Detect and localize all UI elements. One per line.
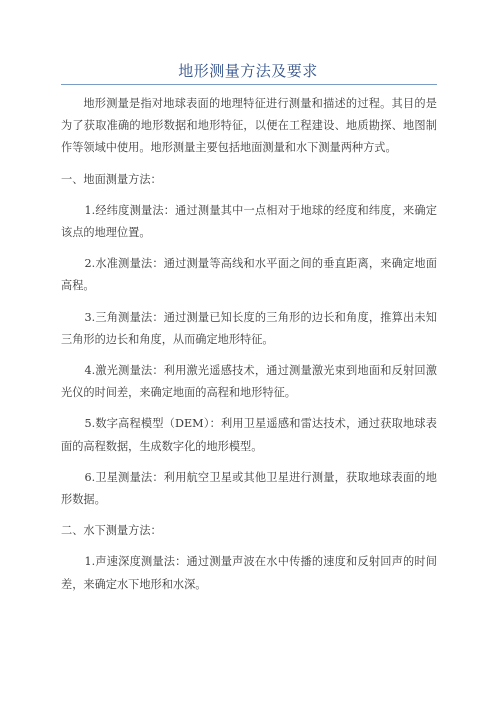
list-item: 4.激光测量法：利用激光遥感技术，通过测量激光束到地面和反射回激光仪的时间差，来确定地面的高程和地形特征。: [61, 364, 437, 400]
section-heading-underwater: 二、水下测量方法：: [61, 524, 162, 538]
list-item: 1.声速深度测量法：通过测量声波在水中传播的速度和反射回声的时间差，来确定水下地形和水深。: [61, 555, 437, 591]
title-divider: [61, 84, 437, 85]
document-title: 地形测量方法及要求: [178, 62, 318, 80]
list-item: 5.数字高程模型（DEM）：利用卫星遥感和雷达技术，通过获取地球表面的高程数据，生成数字化的地形模型。: [61, 417, 437, 453]
list-item: 1.经纬度测量法：通过测量其中一点相对于地球的经度和纬度，来确定该点的地理位置。: [61, 203, 437, 240]
document-body: [61, 93, 437, 596]
intro-paragraph: 地形测量是指对地球表面的地理特征进行测量和描述的过程。其目的是为了获取准确的地形数据和地形特征，以便在工程建设、地质勘探、地图制作等领域中使用。地形测量主要包括地面测量和水下测量两种方式。: [61, 97, 437, 155]
list-item: 6.卫星测量法：利用航空卫星或其他卫星进行测量，获取地球表面的地形数据。: [61, 470, 437, 507]
list-item: 2.水准测量法：通过测量等高线和水平面之间的垂直距离，来确定地面高程。: [61, 257, 437, 293]
list-item: 3.三角测量法：通过测量已知长度的三角形的边长和角度，推算出未知三角形的边长和角度，从而确定地形特征。: [61, 310, 437, 346]
section-heading-ground: 一、地面测量方法：: [61, 172, 162, 186]
